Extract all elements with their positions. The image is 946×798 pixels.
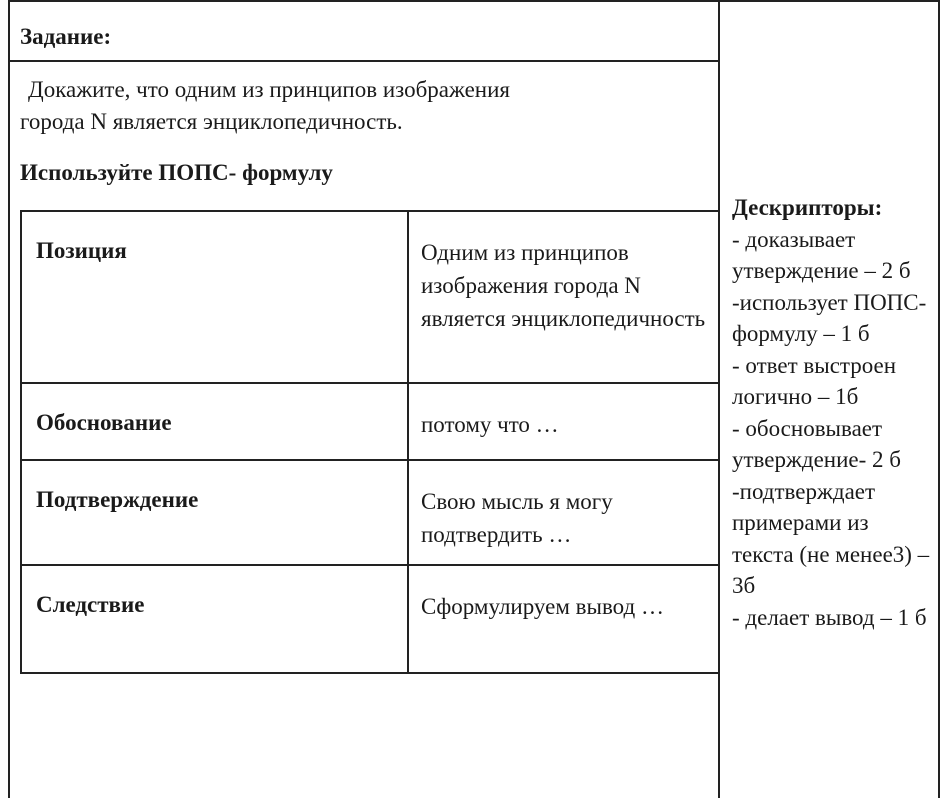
descriptor-item: -использует ПОПС-формулу – 1 б: [732, 289, 927, 346]
pops-key: Обоснование: [21, 383, 408, 460]
task-label: Задание:: [20, 24, 112, 49]
pops-value: Свою мысль я могу подтвердить …: [408, 460, 719, 565]
pops-value: потому что …: [408, 383, 719, 460]
table-row: [21, 211, 719, 383]
descriptor-item: - ответ выстроен логично – 1б: [732, 352, 897, 409]
descriptor-item: -подтверждает примерами из текста (не менее3) – 3б: [732, 478, 930, 598]
task-text: [20, 74, 700, 138]
descriptors-title: Дескрипторы:: [732, 195, 883, 220]
table-row: [21, 460, 719, 565]
pops-key: Позиция: [21, 211, 408, 383]
descriptors-panel: [732, 192, 932, 633]
pops-table: [20, 210, 720, 674]
pops-key: Следствие: [21, 565, 408, 673]
descriptor-item: - обосновывает утверждение- 2 б: [732, 415, 901, 472]
task-divider: [8, 60, 720, 62]
descriptor-item: - доказывает утверждение – 2 б: [732, 226, 911, 283]
pops-value: Одним из принципов изображения города N является энциклопедичность: [408, 211, 719, 383]
task-text-line-1: Докажите, что одним из принципов изображения: [28, 77, 510, 102]
pops-key: Подтверждение: [21, 460, 408, 565]
descriptor-item: - делает вывод – 1 б: [732, 604, 927, 630]
task-text-line-2: города N является энциклопедичность.: [20, 109, 403, 134]
formula-instruction: Используйте ПОПС- формулу: [20, 160, 333, 185]
pops-value: Сформулируем вывод …: [408, 565, 719, 673]
table-row: [21, 383, 719, 460]
table-row: [21, 565, 719, 673]
